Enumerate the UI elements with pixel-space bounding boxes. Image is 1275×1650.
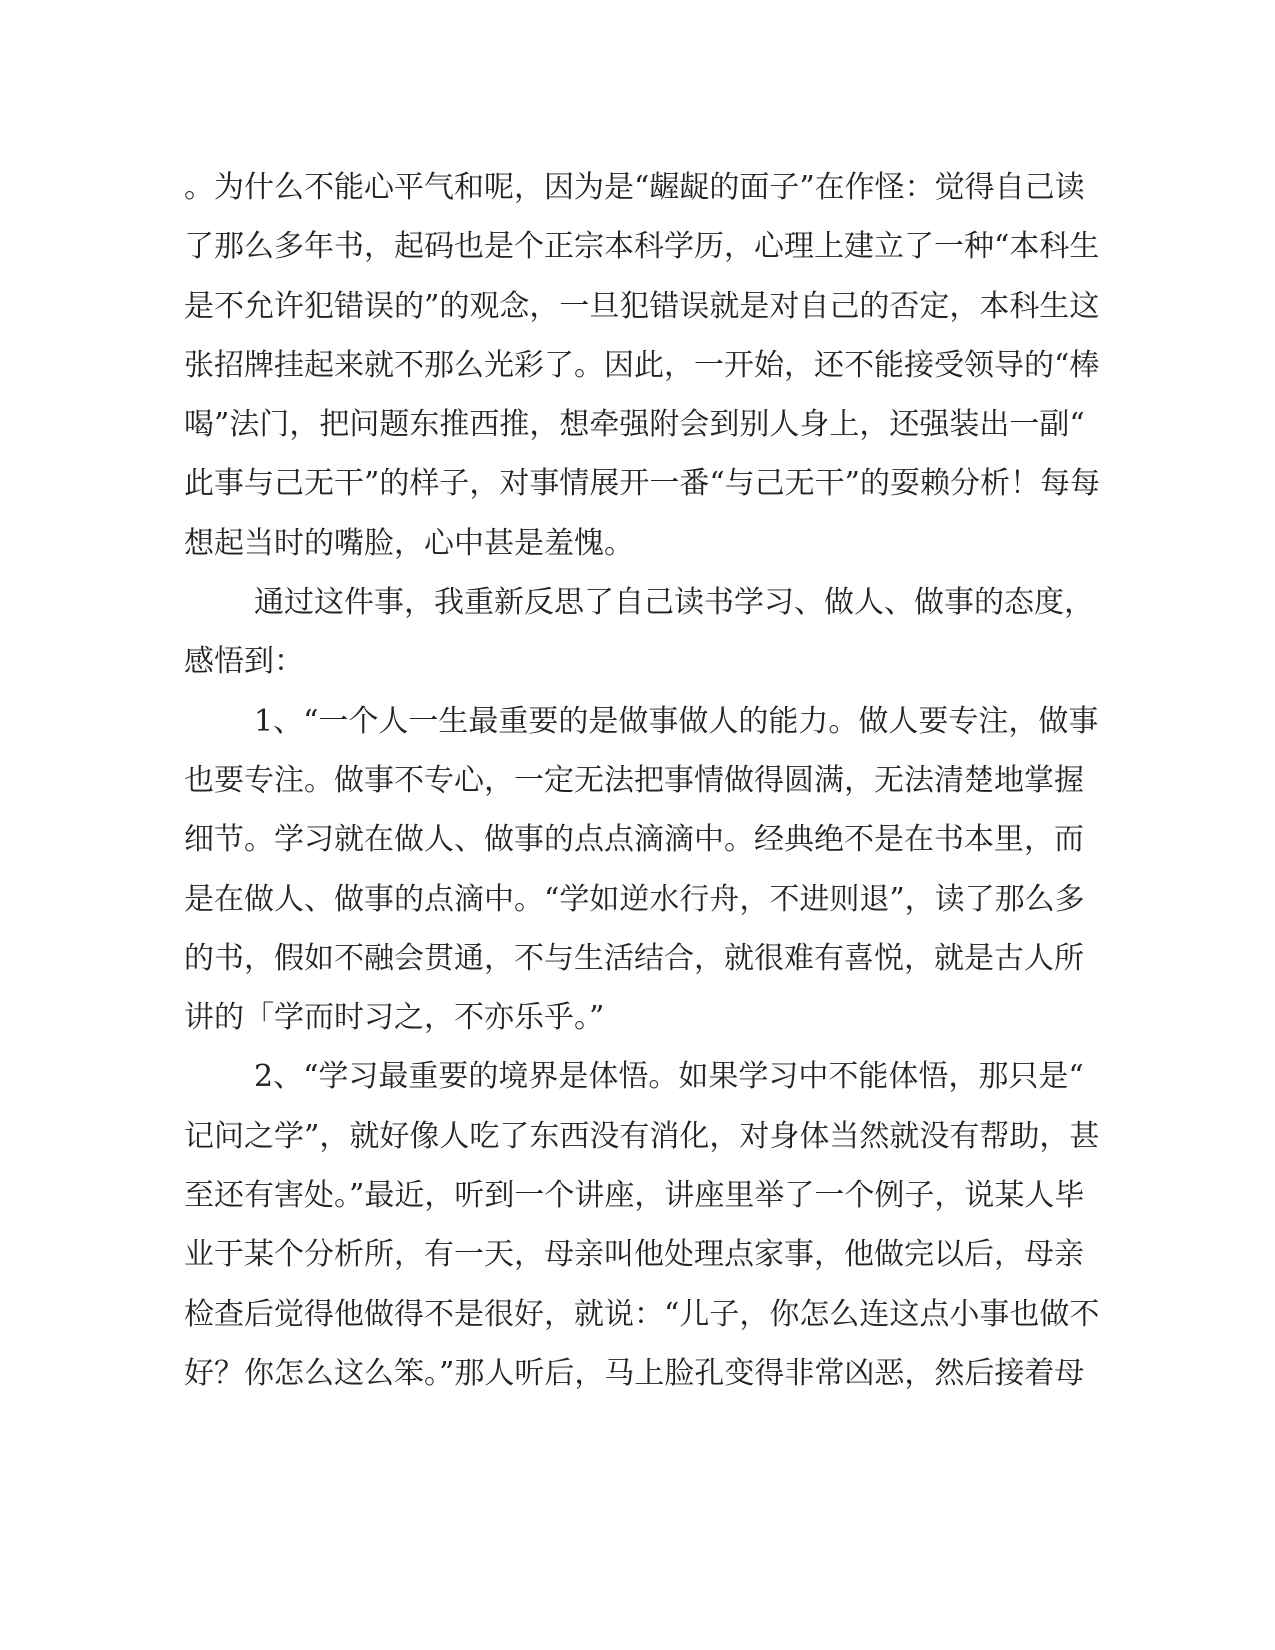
- text-line: 想起当时的嘴脸，心中甚是羞愧。: [184, 525, 634, 561]
- text-line: 也要专注。做事不专心，一定无法把事情做得圆满，无法清楚地掌握: [184, 762, 1084, 798]
- text-line: 业于某个分析所，有一天，母亲叫他处理点家事，他做完以后，母亲: [184, 1237, 1084, 1273]
- text-line: 好？你怎么这么笨。”那人听后，马上脸孔变得非常凶恶，然后接着母: [184, 1355, 1085, 1391]
- text-line: 是在做人、做事的点滴中。“学如逆水行舟，不进则退”，读了那么多: [184, 881, 1085, 917]
- text-line: 此事与己无干”的样子，对事情展开一番“与己无干”的耍赖分析！每每: [184, 466, 1101, 502]
- text-line: 感悟到：: [184, 644, 304, 680]
- text-line: 是不允许犯错误的”的观念，一旦犯错误就是对自己的否定，本科生这: [184, 288, 1100, 324]
- text-line: 至还有害处。”最近，听到一个讲座，讲座里举了一个例子，说某人毕: [184, 1178, 1085, 1214]
- text-line: 的书，假如不融会贯通，不与生活结合，就很难有喜悦，就是古人所: [184, 940, 1084, 976]
- list-item-2-first-line: 2、“学习最重要的境界是体悟。如果学习中不能体悟，那只是“: [254, 1059, 1084, 1095]
- paragraph-first-line: 通过这件事，我重新反思了自己读书学习、做人、做事的态度，: [254, 585, 1094, 621]
- text-line: 。为什么不能心平气和呢，因为是“龌龊的面子”在作怪：觉得自己读: [184, 170, 1085, 205]
- list-item-1-first-line: 1、“一个人一生最重要的是做事做人的能力。做人要专注，做事: [254, 703, 1099, 739]
- text-line: 张招牌挂起来就不那么光彩了。因此，一开始，还不能接受领导的“棒: [184, 347, 1100, 383]
- text-line: 了那么多年书，起码也是个正宗本科学历，心理上建立了一种“本科生: [184, 229, 1100, 265]
- text-line: 讲的「学而时习之，不亦乐乎。”: [184, 1000, 605, 1036]
- text-line: 记问之学”，就好像人吃了东西没有消化，对身体当然就没有帮助，甚: [184, 1118, 1100, 1154]
- text-line: 喝”法门，把问题东推西推，想牵强附会到别人身上，还强装出一副“: [184, 407, 1085, 443]
- text-line: 检查后觉得他做得不是很好，就说：“儿子，你怎么连这点小事也做不: [184, 1296, 1100, 1332]
- document-body: [184, 158, 1101, 1403]
- text-line: 细节。学习就在做人、做事的点点滴滴中。经典绝不是在书本里，而: [184, 822, 1084, 858]
